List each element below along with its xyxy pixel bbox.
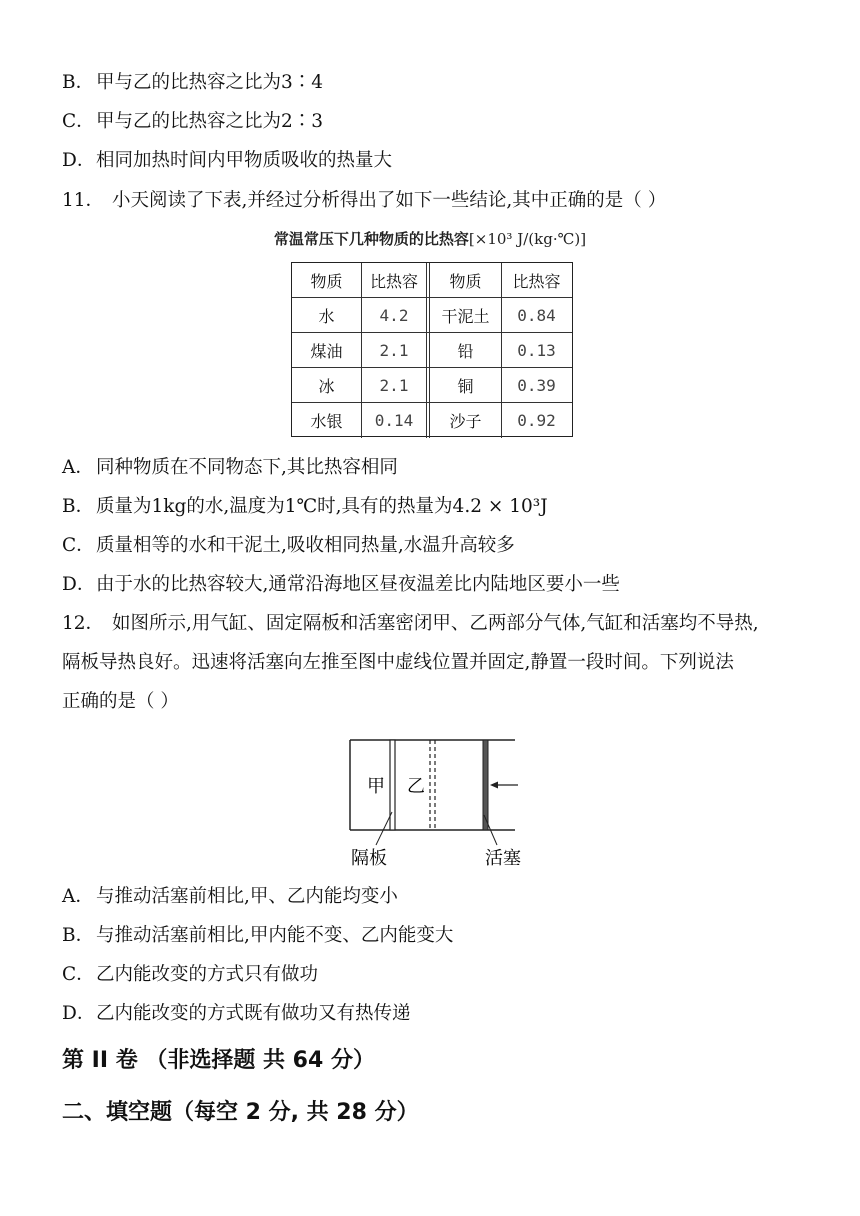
option-text: 质量为1kg的水,温度为1℃时,具有的热量为4.2 × 10³J xyxy=(96,496,548,517)
q10-option-d xyxy=(62,148,392,174)
q12-stem-line3 xyxy=(62,689,179,715)
option-label: B． xyxy=(62,496,95,517)
option-text: 甲与乙的比热容之比为3∶4 xyxy=(96,72,324,93)
q12-stem-line2 xyxy=(62,650,734,676)
q12-option-a xyxy=(62,884,398,910)
table-cell: 铅 xyxy=(430,333,502,367)
table-caption xyxy=(0,228,860,249)
option-label: C． xyxy=(62,535,95,556)
specific-heat-table xyxy=(291,262,573,437)
table-cell: 0.13 xyxy=(517,340,556,360)
label-partition: 隔板 xyxy=(351,848,387,869)
table-header-row xyxy=(292,263,572,298)
table-cell: 0.92 xyxy=(517,411,556,430)
option-text: 质量相等的水和干泥土,吸收相同热量,水温升高较多 xyxy=(96,535,515,556)
table-row xyxy=(292,298,572,333)
option-label: D． xyxy=(62,150,96,171)
question-text: 正确的是（ ） xyxy=(62,691,179,712)
q12-option-d xyxy=(62,1001,411,1027)
table-header-cell: 物质 xyxy=(430,263,502,297)
table-row xyxy=(292,333,572,368)
table-title: 常温常压下几种物质的比热容 xyxy=(273,230,469,248)
table-cell: 水 xyxy=(292,298,362,332)
option-label: C． xyxy=(62,964,95,985)
table-cell: 沙子 xyxy=(430,403,502,438)
table-header-cell: 物质 xyxy=(292,263,362,297)
table-cell: 4.2 xyxy=(362,298,430,332)
section-heading-vol2: 第 II 卷 （非选择题 共 64 分） xyxy=(62,1048,375,1073)
option-label: B． xyxy=(62,925,95,946)
option-label: D． xyxy=(62,1003,96,1024)
section-heading-fill-blank: 二、填空题（每空 2 分, 共 28 分） xyxy=(62,1100,419,1125)
table-cell: 冰 xyxy=(292,368,362,402)
q10-option-c xyxy=(62,109,323,135)
q12-option-c xyxy=(62,962,318,988)
option-text: 甲与乙的比热容之比为2∶3 xyxy=(96,111,324,132)
q12-option-b xyxy=(62,923,453,949)
question-text: 如图所示,用气缸、固定隔板和活塞密闭甲、乙两部分气体,气缸和活塞均不导热, xyxy=(112,613,759,634)
q11-option-d xyxy=(62,572,620,598)
option-label: C． xyxy=(62,111,95,132)
table-cell: 2.1 xyxy=(362,368,430,402)
push-arrow-head xyxy=(490,782,498,789)
label-jia: 甲 xyxy=(367,776,385,797)
question-number: 11． xyxy=(62,190,105,211)
piston xyxy=(483,740,488,830)
question-text: 隔板导热良好。迅速将活塞向左推至图中虚线位置并固定,静置一段时间。下列说法 xyxy=(62,652,734,673)
option-label: B． xyxy=(62,72,95,93)
table-header-cell: 比热容 xyxy=(362,263,430,297)
option-text: 相同加热时间内甲物质吸收的热量大 xyxy=(96,150,393,171)
option-text: 同种物质在不同物态下,其比热容相同 xyxy=(96,457,398,478)
table-cell: 0.84 xyxy=(517,305,556,325)
option-label: A． xyxy=(62,886,94,907)
label-piston: 活塞 xyxy=(485,848,521,869)
option-text: 与推动活塞前相比,甲内能不变、乙内能变大 xyxy=(96,925,454,946)
q12-stem-line1 xyxy=(62,611,759,637)
option-label: D． xyxy=(62,574,96,595)
cylinder-diagram xyxy=(340,730,530,872)
option-text: 与推动活塞前相比,甲、乙内能均变小 xyxy=(96,886,398,907)
table-row xyxy=(292,403,572,438)
q11-stem xyxy=(62,188,666,214)
table-row xyxy=(292,368,572,403)
table-unit: [×10³ J/(kg·℃)] xyxy=(468,230,587,248)
option-label: A． xyxy=(62,457,94,478)
question-number: 12． xyxy=(62,613,105,634)
q11-option-c xyxy=(62,533,515,559)
table-cell: 0.39 xyxy=(517,375,556,395)
q11-option-b xyxy=(62,494,548,520)
table-cell: 干泥土 xyxy=(430,298,502,332)
option-text: 由于水的比热容较大,通常沿海地区昼夜温差比内陆地区要小一些 xyxy=(96,574,620,595)
label-yi: 乙 xyxy=(407,776,425,797)
option-text: 乙内能改变的方式既有做功又有热传递 xyxy=(96,1003,411,1024)
table-cell: 0.14 xyxy=(362,403,430,438)
question-text: 小天阅读了下表,并经过分析得出了如下一些结论,其中正确的是（ ） xyxy=(112,190,667,211)
table-cell: 水银 xyxy=(292,403,362,438)
q11-option-a xyxy=(62,455,398,481)
table-header-cell: 比热容 xyxy=(512,271,561,291)
partition xyxy=(390,740,395,830)
q10-option-b xyxy=(62,70,323,96)
option-text: 乙内能改变的方式只有做功 xyxy=(96,964,319,985)
table-cell: 煤油 xyxy=(292,333,362,367)
table-cell: 铜 xyxy=(430,368,502,402)
table-cell: 2.1 xyxy=(362,333,430,367)
